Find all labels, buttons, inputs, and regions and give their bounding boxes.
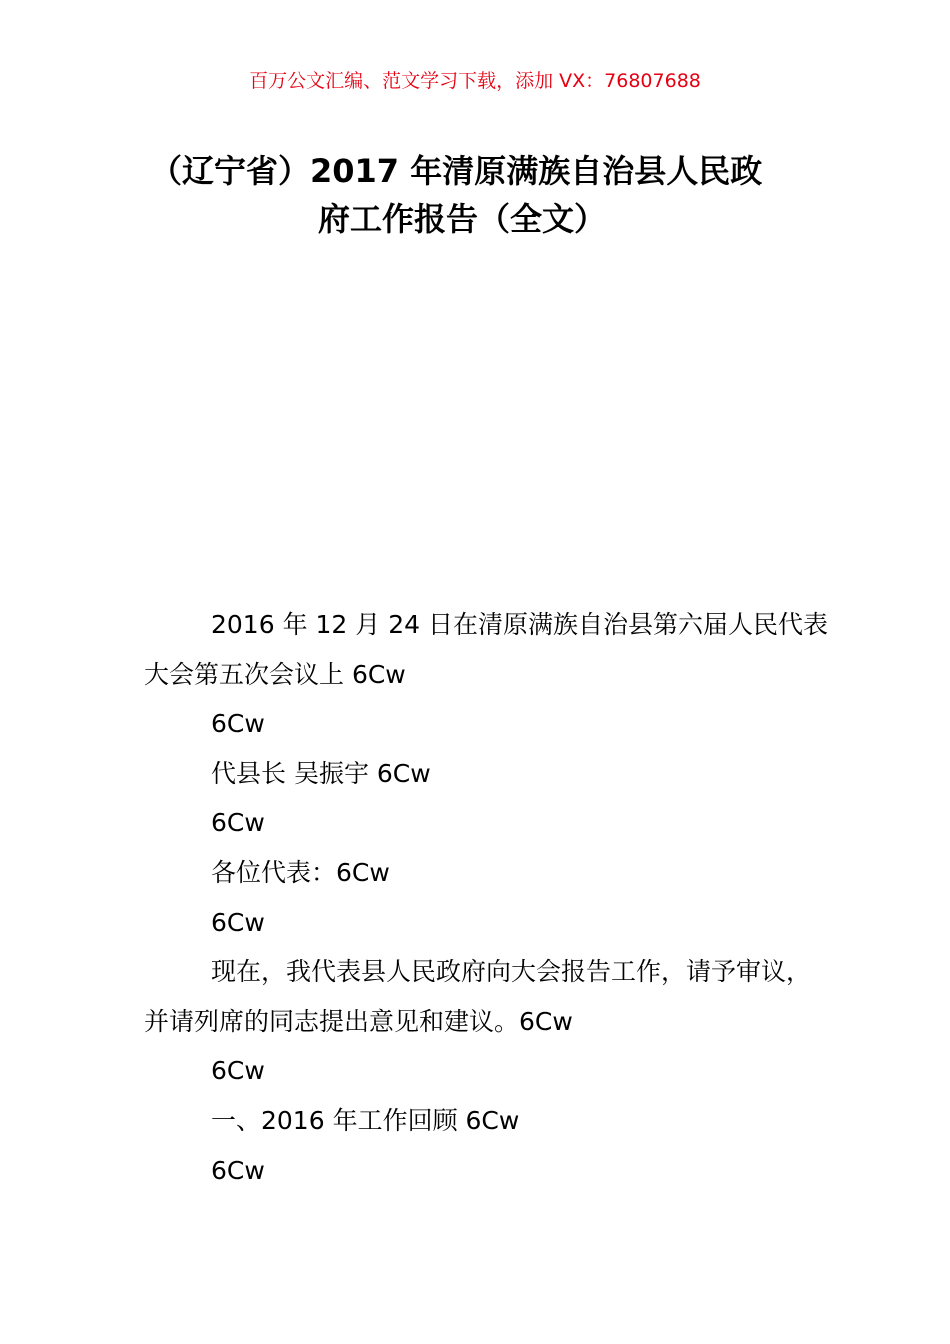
paragraph-salutation: 各位代表：6Cw: [211, 857, 390, 887]
section-heading-review: 一、2016 年工作回顾 6Cw: [211, 1105, 520, 1135]
paragraph-marker: 6Cw: [211, 709, 265, 739]
header-banner: 百万公文汇编、范文学习下载，添加 VX：76807688: [249, 70, 701, 92]
document-title-line-2: 府工作报告（全文）: [318, 200, 607, 238]
paragraph-session-info: 2016 年 12 月 24 日在清原满族自治县第六届人民代表大会第五次会议上 6Cw: [144, 610, 828, 689]
paragraph-marker: 6Cw: [211, 1056, 265, 1086]
paragraph-speaker: 代县长 吴振宇 6Cw: [211, 758, 431, 788]
document-title: [150, 147, 810, 243]
document-title-line-1: （辽宁省）2017 年清原满族自治县人民政: [150, 152, 763, 190]
paragraph-marker: 6Cw: [211, 1155, 265, 1185]
paragraph-marker: 6Cw: [211, 808, 265, 838]
document-body: [144, 600, 834, 1195]
paragraph-marker: 6Cw: [211, 907, 265, 937]
paragraph-introduction: 现在，我代表县人民政府向大会报告工作，请予审议，并请列席的同志提出意见和建议。6Cw: [144, 957, 812, 1036]
